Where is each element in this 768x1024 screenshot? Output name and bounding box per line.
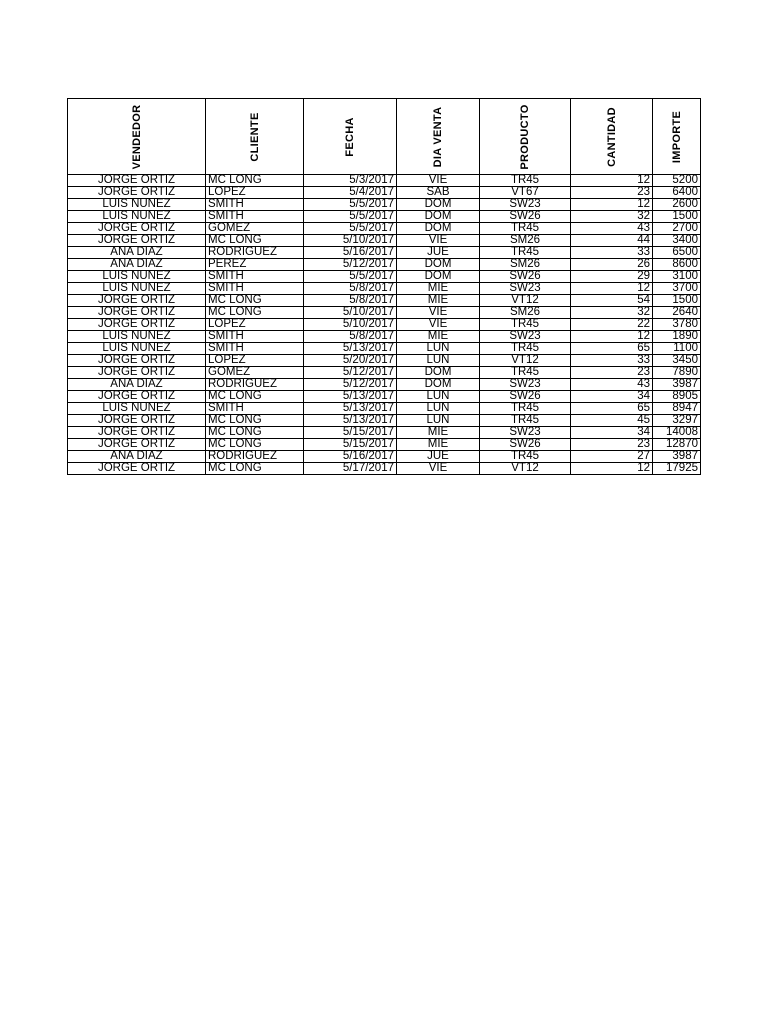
producto-cell: TR45 [480, 451, 571, 463]
vendedor-cell: JORGE ORTIZ [68, 367, 206, 379]
importe-cell: 5200 [653, 175, 701, 187]
importe-cell: 1100 [653, 343, 701, 355]
cantidad-cell: 43 [571, 223, 653, 235]
dia-venta-cell: DOM [397, 223, 480, 235]
cantidad-cell: 65 [571, 403, 653, 415]
cliente-cell: SMITH [206, 343, 304, 355]
fecha-cell: 5/8/2017 [304, 295, 397, 307]
fecha-cell: 5/4/2017 [304, 187, 397, 199]
cliente-cell: LOPEZ [206, 319, 304, 331]
cliente-cell: MC LONG [206, 415, 304, 427]
cantidad-cell: 12 [571, 199, 653, 211]
fecha-cell: 5/13/2017 [304, 403, 397, 415]
dia-venta-cell: MIE [397, 283, 480, 295]
column-header-fecha [304, 99, 397, 175]
vendedor-cell: ANA DIAZ [68, 259, 206, 271]
producto-cell: TR45 [480, 247, 571, 259]
importe-cell: 7890 [653, 367, 701, 379]
dia-venta-cell: VIE [397, 319, 480, 331]
table-row [68, 415, 701, 427]
producto-cell: SM26 [480, 235, 571, 247]
dia-venta-cell: VIE [397, 235, 480, 247]
importe-cell: 2700 [653, 223, 701, 235]
vendedor-cell: JORGE ORTIZ [68, 391, 206, 403]
fecha-cell: 5/20/2017 [304, 355, 397, 367]
dia-venta-cell: LUN [397, 403, 480, 415]
cliente-cell: SMITH [206, 283, 304, 295]
vendedor-cell: JORGE ORTIZ [68, 307, 206, 319]
vendedor-cell: LUIS NUNEZ [68, 211, 206, 223]
table-row [68, 295, 701, 307]
producto-cell: SW26 [480, 271, 571, 283]
cantidad-cell: 26 [571, 259, 653, 271]
fecha-cell: 5/5/2017 [304, 211, 397, 223]
cantidad-cell: 33 [571, 247, 653, 259]
table-row [68, 271, 701, 283]
cliente-cell: GOMEZ [206, 223, 304, 235]
fecha-cell: 5/15/2017 [304, 439, 397, 451]
producto-cell: VT12 [480, 355, 571, 367]
cantidad-cell: 45 [571, 415, 653, 427]
cliente-cell: MC LONG [206, 463, 304, 475]
table-row [68, 187, 701, 199]
table-row [68, 451, 701, 463]
column-header-importe [653, 99, 701, 175]
dia-venta-cell: DOM [397, 367, 480, 379]
dia-venta-cell: JUE [397, 247, 480, 259]
table-row [68, 199, 701, 211]
fecha-cell: 5/5/2017 [304, 223, 397, 235]
producto-cell: TR45 [480, 343, 571, 355]
cliente-cell: MC LONG [206, 391, 304, 403]
fecha-cell: 5/3/2017 [304, 175, 397, 187]
fecha-cell: 5/12/2017 [304, 367, 397, 379]
table-row [68, 427, 701, 439]
dia-venta-cell: MIE [397, 295, 480, 307]
producto-cell: TR45 [480, 319, 571, 331]
dia-venta-cell: MIE [397, 331, 480, 343]
fecha-cell: 5/5/2017 [304, 271, 397, 283]
producto-cell: SW26 [480, 391, 571, 403]
dia-venta-cell: VIE [397, 307, 480, 319]
cliente-cell: MC LONG [206, 427, 304, 439]
vendedor-cell: ANA DIAZ [68, 451, 206, 463]
importe-cell: 3700 [653, 283, 701, 295]
fecha-cell: 5/13/2017 [304, 343, 397, 355]
fecha-cell: 5/12/2017 [304, 259, 397, 271]
table-row [68, 391, 701, 403]
column-header-dia-venta [397, 99, 480, 175]
column-header-label: FECHA [344, 116, 356, 157]
cliente-cell: PEREZ [206, 259, 304, 271]
cliente-cell: SMITH [206, 271, 304, 283]
cantidad-cell: 12 [571, 331, 653, 343]
vendedor-cell: JORGE ORTIZ [68, 235, 206, 247]
cantidad-cell: 22 [571, 319, 653, 331]
producto-cell: VT12 [480, 463, 571, 475]
importe-cell: 2600 [653, 199, 701, 211]
table-row [68, 343, 701, 355]
importe-cell: 17925 [653, 463, 701, 475]
producto-cell: SW23 [480, 283, 571, 295]
dia-venta-cell: DOM [397, 199, 480, 211]
cliente-cell: LOPEZ [206, 355, 304, 367]
importe-cell: 6400 [653, 187, 701, 199]
producto-cell: TR45 [480, 223, 571, 235]
vendedor-cell: LUIS NUNEZ [68, 271, 206, 283]
cliente-cell: MC LONG [206, 175, 304, 187]
table-row [68, 259, 701, 271]
table-row [68, 235, 701, 247]
dia-venta-cell: VIE [397, 463, 480, 475]
cliente-cell: GOMEZ [206, 367, 304, 379]
fecha-cell: 5/8/2017 [304, 331, 397, 343]
cliente-cell: MC LONG [206, 235, 304, 247]
table-row [68, 379, 701, 391]
table-row [68, 307, 701, 319]
importe-cell: 3780 [653, 319, 701, 331]
vendedor-cell: LUIS NUNEZ [68, 199, 206, 211]
producto-cell: TR45 [480, 403, 571, 415]
vendedor-cell: JORGE ORTIZ [68, 223, 206, 235]
fecha-cell: 5/8/2017 [304, 283, 397, 295]
vendedor-cell: LUIS NUNEZ [68, 283, 206, 295]
importe-cell: 6500 [653, 247, 701, 259]
importe-cell: 12870 [653, 439, 701, 451]
dia-venta-cell: LUN [397, 355, 480, 367]
cantidad-cell: 23 [571, 187, 653, 199]
cantidad-cell: 33 [571, 355, 653, 367]
cliente-cell: RODRIGUEZ [206, 451, 304, 463]
column-header-vendedor [68, 99, 206, 175]
dia-venta-cell: VIE [397, 175, 480, 187]
producto-cell: SW23 [480, 427, 571, 439]
vendedor-cell: JORGE ORTIZ [68, 439, 206, 451]
producto-cell: VT12 [480, 295, 571, 307]
producto-cell: SW23 [480, 379, 571, 391]
table-row [68, 223, 701, 235]
dia-venta-cell: MIE [397, 439, 480, 451]
cantidad-cell: 12 [571, 463, 653, 475]
cliente-cell: MC LONG [206, 295, 304, 307]
vendedor-cell: JORGE ORTIZ [68, 415, 206, 427]
importe-cell: 2640 [653, 307, 701, 319]
dia-venta-cell: DOM [397, 259, 480, 271]
producto-cell: SM26 [480, 307, 571, 319]
vendedor-cell: JORGE ORTIZ [68, 319, 206, 331]
fecha-cell: 5/13/2017 [304, 415, 397, 427]
cliente-cell: SMITH [206, 403, 304, 415]
column-header-label: VENDEDOR [130, 104, 143, 169]
cliente-cell: RODRIGUEZ [206, 247, 304, 259]
sales-table [67, 98, 701, 475]
producto-cell: TR45 [480, 367, 571, 379]
producto-cell: VT67 [480, 187, 571, 199]
column-header-label: PRODUCTO [519, 103, 531, 170]
dia-venta-cell: DOM [397, 211, 480, 223]
importe-cell: 3987 [653, 379, 701, 391]
column-header-label: CLIENTE [248, 111, 261, 162]
cantidad-cell: 23 [571, 367, 653, 379]
cantidad-cell: 43 [571, 379, 653, 391]
column-header-label: IMPORTE [670, 110, 683, 163]
vendedor-cell: LUIS NUNEZ [68, 331, 206, 343]
producto-cell: TR45 [480, 175, 571, 187]
dia-venta-cell: DOM [397, 379, 480, 391]
fecha-cell: 5/5/2017 [304, 199, 397, 211]
table-row [68, 319, 701, 331]
importe-cell: 3100 [653, 271, 701, 283]
dia-venta-cell: LUN [397, 415, 480, 427]
importe-cell: 3987 [653, 451, 701, 463]
cantidad-cell: 23 [571, 439, 653, 451]
cantidad-cell: 54 [571, 295, 653, 307]
cantidad-cell: 32 [571, 307, 653, 319]
importe-cell: 1890 [653, 331, 701, 343]
table-row [68, 331, 701, 343]
cantidad-cell: 29 [571, 271, 653, 283]
table-row [68, 175, 701, 187]
importe-cell: 3450 [653, 355, 701, 367]
vendedor-cell: JORGE ORTIZ [68, 187, 206, 199]
producto-cell: SW26 [480, 439, 571, 451]
vendedor-cell: JORGE ORTIZ [68, 427, 206, 439]
cliente-cell: MC LONG [206, 307, 304, 319]
vendedor-cell: JORGE ORTIZ [68, 463, 206, 475]
fecha-cell: 5/16/2017 [304, 247, 397, 259]
cliente-cell: MC LONG [206, 439, 304, 451]
producto-cell: TR45 [480, 415, 571, 427]
importe-cell: 8947 [653, 403, 701, 415]
table-row [68, 247, 701, 259]
cantidad-cell: 12 [571, 175, 653, 187]
table-row [68, 283, 701, 295]
dia-venta-cell: SAB [397, 187, 480, 199]
importe-cell: 14008 [653, 427, 701, 439]
dia-venta-cell: JUE [397, 451, 480, 463]
cantidad-cell: 65 [571, 343, 653, 355]
table-row [68, 355, 701, 367]
cliente-cell: SMITH [206, 199, 304, 211]
importe-cell: 1500 [653, 211, 701, 223]
fecha-cell: 5/10/2017 [304, 307, 397, 319]
column-header-producto [480, 99, 571, 175]
producto-cell: SM26 [480, 259, 571, 271]
fecha-cell: 5/10/2017 [304, 235, 397, 247]
importe-cell: 8905 [653, 391, 701, 403]
importe-cell: 3297 [653, 415, 701, 427]
cantidad-cell: 27 [571, 451, 653, 463]
table-header [68, 99, 701, 175]
table-row [68, 403, 701, 415]
cantidad-cell: 34 [571, 427, 653, 439]
table-row [68, 211, 701, 223]
importe-cell: 1500 [653, 295, 701, 307]
vendedor-cell: ANA DIAZ [68, 379, 206, 391]
fecha-cell: 5/13/2017 [304, 391, 397, 403]
fecha-cell: 5/10/2017 [304, 319, 397, 331]
producto-cell: SW23 [480, 331, 571, 343]
cantidad-cell: 34 [571, 391, 653, 403]
importe-cell: 3400 [653, 235, 701, 247]
fecha-cell: 5/12/2017 [304, 379, 397, 391]
cliente-cell: SMITH [206, 211, 304, 223]
dia-venta-cell: LUN [397, 343, 480, 355]
cliente-cell: RODRIGUEZ [206, 379, 304, 391]
table-row [68, 367, 701, 379]
vendedor-cell: JORGE ORTIZ [68, 175, 206, 187]
cliente-cell: LOPEZ [206, 187, 304, 199]
fecha-cell: 5/17/2017 [304, 463, 397, 475]
table-row [68, 439, 701, 451]
vendedor-cell: LUIS NUNEZ [68, 403, 206, 415]
column-header-cliente [206, 99, 304, 175]
vendedor-cell: LUIS NUNEZ [68, 343, 206, 355]
header-row [68, 99, 701, 175]
dia-venta-cell: MIE [397, 427, 480, 439]
column-header-label: DIA VENTA [432, 106, 444, 167]
fecha-cell: 5/16/2017 [304, 451, 397, 463]
column-header-label: CANTIDAD [605, 106, 618, 167]
dia-venta-cell: LUN [397, 391, 480, 403]
producto-cell: SW23 [480, 199, 571, 211]
vendedor-cell: ANA DIAZ [68, 247, 206, 259]
table-row [68, 463, 701, 475]
column-header-cantidad [571, 99, 653, 175]
cantidad-cell: 12 [571, 283, 653, 295]
table-body [68, 175, 701, 475]
fecha-cell: 5/15/2017 [304, 427, 397, 439]
cliente-cell: SMITH [206, 331, 304, 343]
cantidad-cell: 44 [571, 235, 653, 247]
vendedor-cell: JORGE ORTIZ [68, 295, 206, 307]
importe-cell: 8600 [653, 259, 701, 271]
cantidad-cell: 32 [571, 211, 653, 223]
dia-venta-cell: DOM [397, 271, 480, 283]
vendedor-cell: JORGE ORTIZ [68, 355, 206, 367]
producto-cell: SW26 [480, 211, 571, 223]
